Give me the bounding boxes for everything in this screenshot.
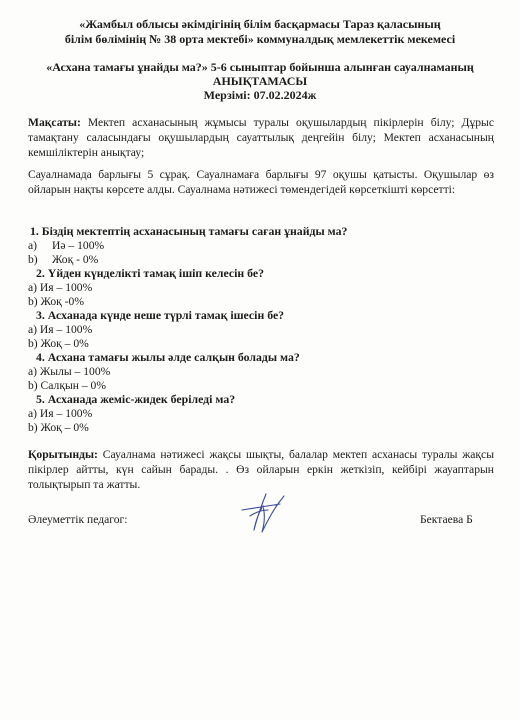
answer-3a: а) Ия – 100% xyxy=(28,323,93,336)
answer-4b: b) Салқын – 0% xyxy=(28,379,106,392)
answer-1a-marker: a) xyxy=(28,239,38,252)
document-type: АНЫҚТАМАСЫ xyxy=(212,74,308,88)
question-5: 5. Асханада жеміс-жидек беріледі ма? xyxy=(36,392,236,406)
question-3: 3. Асханада күнде неше түрлі тамақ ішесін бе? xyxy=(36,308,285,322)
answer-4a: а) Жылы – 100% xyxy=(28,365,111,378)
answer-2a: а) Ия – 100% xyxy=(28,281,93,294)
question-4: 4. Асхана тамағы жылы әлде салқын болады ма? xyxy=(36,350,300,364)
signer-role: Әлеуметтік педагог: xyxy=(28,513,128,526)
aim-text: Мектеп асханасының жұмысы туралы оқушылардың пікірлерін білу; Дұрыс тамақтану саласындағы оқушылардың сауаттылық деңгейін білу; Мектеп асханасының кемшіліктерін анықтау; xyxy=(28,116,494,159)
conclusion-text: Сауалнама нәтижесі жақсы шықты, балалар мектеп асханасы туралы жақсы пікірлер айтты, күн сайын барады. . Өз ойларын еркін жеткізіп, кейбірі жауаптарын толықтырып та жатты. xyxy=(28,448,494,491)
answer-1a: Иә – 100% xyxy=(52,239,105,252)
answer-1b: Жоқ - 0% xyxy=(52,253,99,266)
answer-5a: а) Ия – 100% xyxy=(28,407,93,420)
org-name-line-2: білім бөлімінің № 38 орта мектебі» коммуналдық мемлекеттік мекемесі xyxy=(64,32,456,46)
conclusion-label: Қорытынды: xyxy=(28,448,98,461)
answer-2b: b) Жоқ -0% xyxy=(28,295,84,308)
answer-1b-marker: b) xyxy=(28,253,38,266)
question-1: 1. Біздің мектептің асханасының тамағы саған ұнайды ма? xyxy=(30,224,348,238)
survey-title: «Асхана тамағы ұнайды ма?» 5-6 сыныптар бойынша алынған сауалнаманың xyxy=(46,60,474,74)
answer-5b: b) Жоқ – 0% xyxy=(28,421,89,434)
aim-paragraph xyxy=(28,115,494,160)
document-date: Мерзімі: 07.02.2024ж xyxy=(203,88,317,102)
answer-3b: b) Жоқ – 0% xyxy=(28,337,89,350)
org-name-line-1: «Жамбыл облысы әкімдігінің білім басқармасы Тараз қаласының xyxy=(79,17,441,31)
handwritten-signature xyxy=(232,490,296,536)
question-2: 2. Үйден күнделікті тамақ ішіп келесін бе? xyxy=(36,266,265,280)
conclusion-paragraph xyxy=(28,447,494,492)
aim-label: Мақсаты: xyxy=(28,116,81,129)
signer-name: Бектаева Б xyxy=(420,513,473,526)
intro-paragraph: Сауалнамада барлығы 5 сұрақ. Сауалнамаға барлығы 97 оқушы қатысты. Оқушылар өз ойларын нақты көрсете алды. Сауалнама нәтижесі төмендегідей көрсеткішті көрсетті: xyxy=(28,168,494,196)
